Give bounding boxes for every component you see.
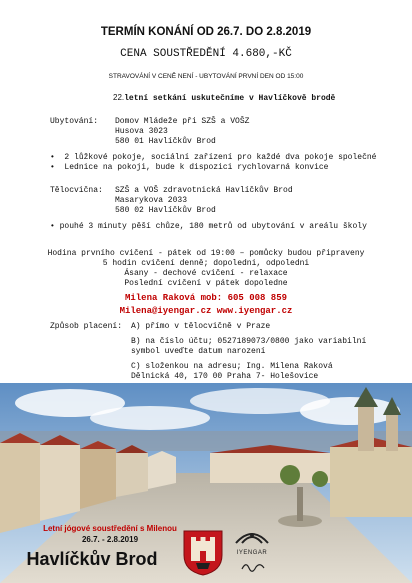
coat-of-arms-icon (182, 529, 224, 577)
bullet-icon: • (50, 153, 55, 162)
schedule-line: Poslední cvičení v pátek dopoledne (124, 279, 288, 288)
board-note: STRAVOVÁNÍ V CENĚ NENÍ - UBYTOVÁNÍ PRVNÍ DEN OD 15:00 (108, 73, 304, 80)
footer-dates: 26.7. - 2.8.2019 (81, 535, 139, 544)
event-dates-title: TERMÍN KONÁNÍ OD 26.7. DO 2.8.2019 (100, 26, 312, 38)
schedule-line: Ásany - dechové cvičení - relaxace (124, 269, 288, 278)
schedule-block (0, 249, 412, 289)
schedule-line: Hodina prvního cvičení - pátek od 19:00 – pomůcky budou připraveny (47, 249, 365, 258)
logo-text: IYENGAR (236, 550, 268, 556)
iyengar-logo-icon (234, 527, 270, 547)
contact-email-web: Milena@iyengar.cz www.iyengar.cz (119, 306, 293, 316)
meeting-line (113, 93, 335, 103)
town-square-photo (0, 383, 412, 583)
address-line: 580 01 Havlíčkův Brod (115, 137, 216, 146)
payment-option-a: A) přímo v tělocvičně v Praze (131, 322, 271, 331)
bullet-item: • 2 lůžkové pokoje, sociální zařízení pro každé dva pokoje společné (50, 153, 377, 162)
payment-option-c: C) složenkou na adresu; Ing. Milena Raková (131, 362, 333, 371)
signature-icon (240, 559, 266, 573)
gym-label: Tělocvična: (50, 186, 103, 195)
accommodation-label: Ubytování: (50, 117, 99, 126)
footer-caption: Letní jógové soustředění s Milenou (43, 524, 177, 533)
payment-options (131, 322, 366, 382)
price-line: CENA SOUSTŘEDĚNÍ 4.680,-KČ (120, 48, 292, 60)
payment-option-c-address: Dělnická 40, 170 00 Praha 7- Holešovice (131, 372, 319, 381)
accommodation-bullets (50, 153, 376, 173)
address-line: Domov Mládeže při SZŠ a VOŠZ (115, 117, 250, 126)
payment-option-b-note: symbol uveďte datum narození (131, 347, 266, 356)
footer-city: Havlíčkův Brod (26, 549, 158, 569)
gym-bullet: • pouhé 3 minuty pěší chůze, 180 metrů od ubytování v areálu školy (50, 222, 367, 231)
meeting-text: letní setkání uskutečníme v Havlíčkově brodě (124, 94, 336, 103)
address-line: 580 02 Havlíčkův Brod (115, 206, 216, 215)
meeting-number: 22. (113, 93, 125, 102)
bullet-item: • Lednice na pokoji, bude k dispozici rychlovarná konvice (50, 163, 329, 172)
address-line: SZŠ a VOŠ zdravotnická Havlíčkův Brod (115, 186, 293, 195)
address-line: Masarykova 2033 (115, 196, 188, 205)
schedule-line: 5 hodin cvičení denně; dopoledni, odpoledni (102, 259, 310, 268)
contact-name-phone: Milena Raková mob: 605 008 859 (124, 293, 288, 303)
gym-address (115, 186, 293, 216)
bullet-icon: • (50, 222, 55, 231)
payment-label: Způsob placení: (50, 322, 123, 331)
bullet-icon: • (50, 163, 55, 172)
accommodation-address (115, 117, 249, 147)
payment-option-b: B) na číslo účtu; 0527189073/0800 jako variabilní (131, 337, 367, 346)
address-line: Husova 3023 (115, 127, 168, 136)
